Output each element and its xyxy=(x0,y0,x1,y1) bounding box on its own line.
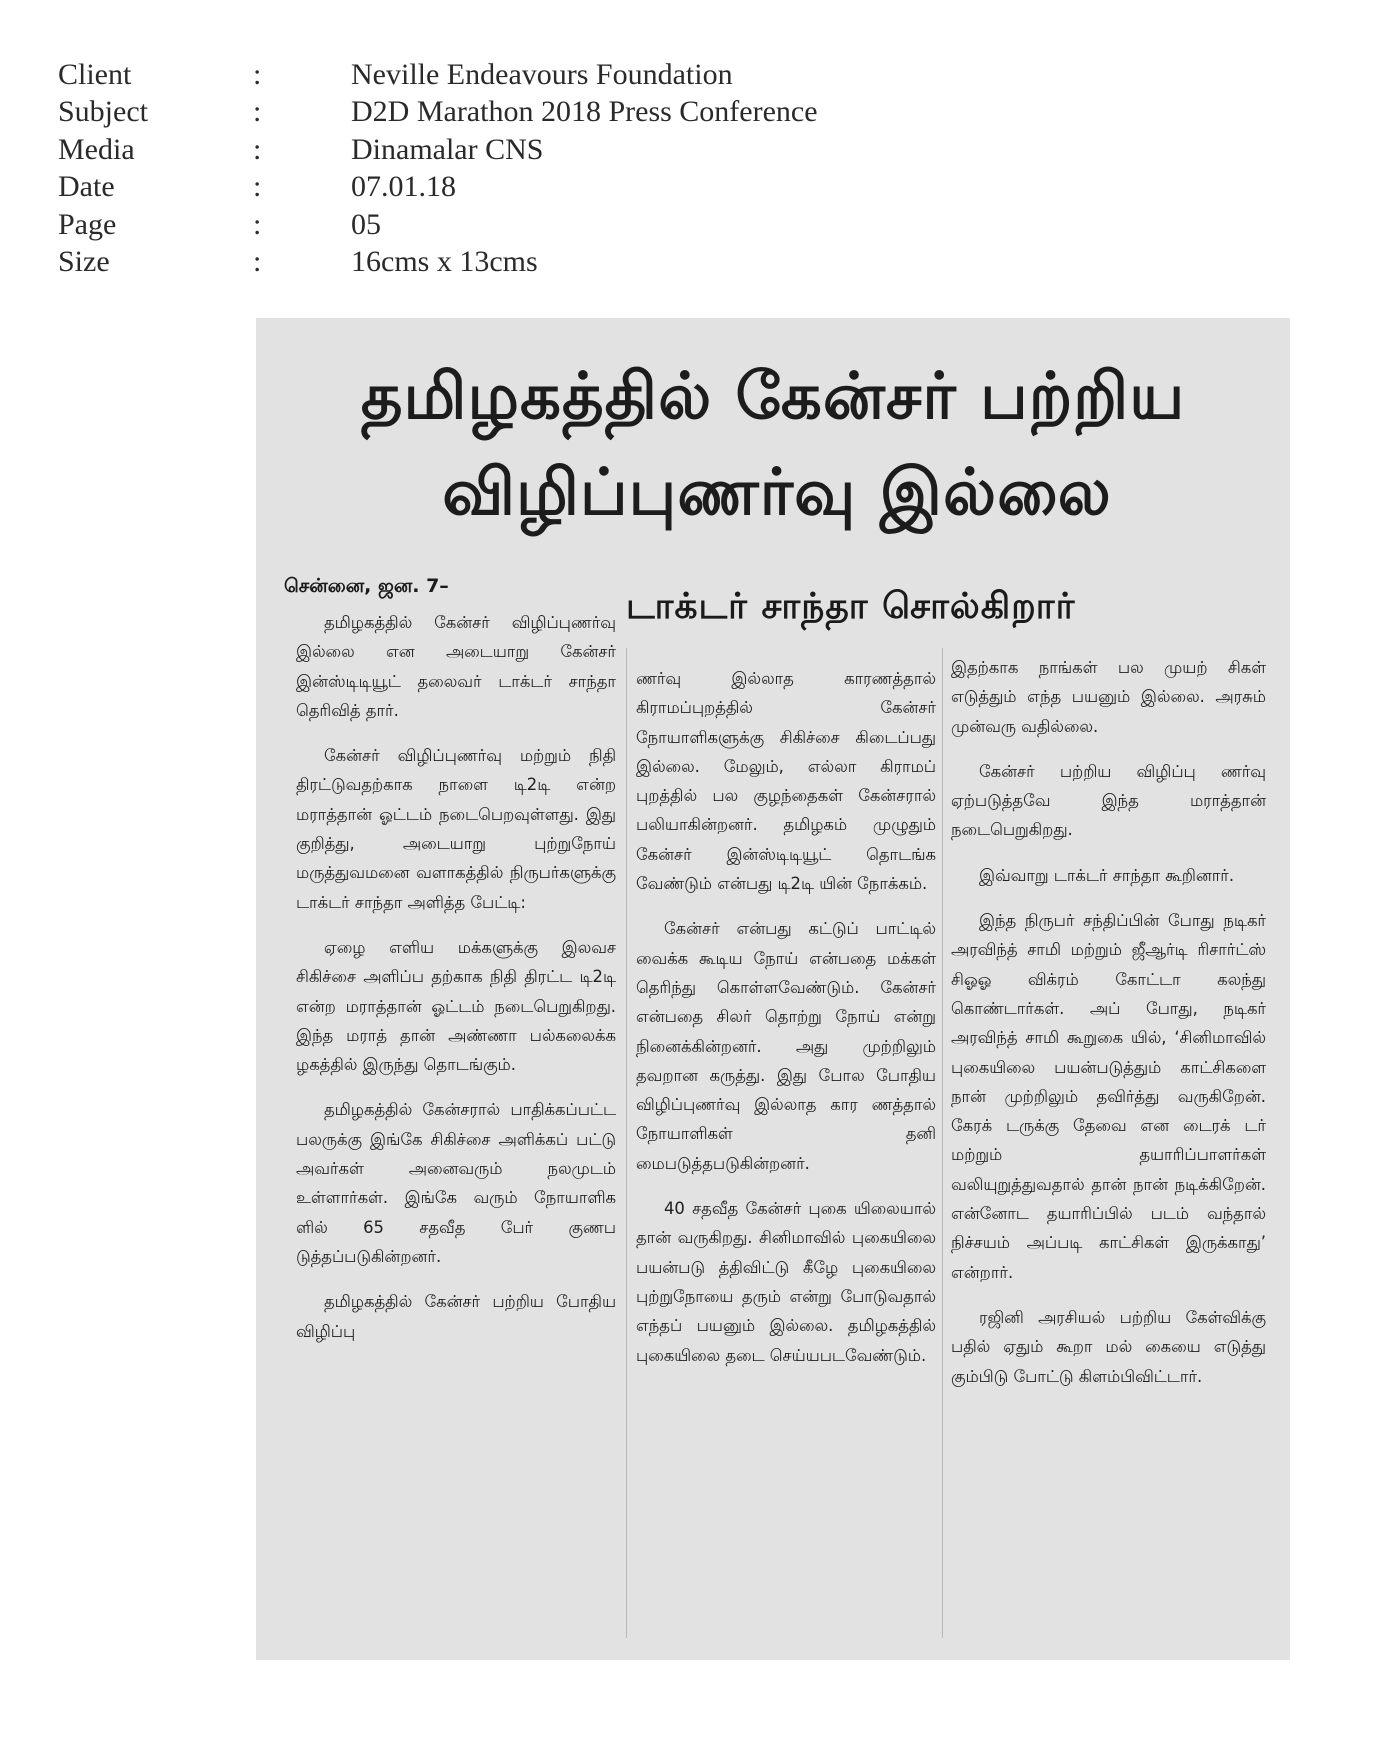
meta-colon: : xyxy=(253,132,262,166)
meta-label: Page xyxy=(58,207,117,241)
headline-line-2: விழிப்புணர்வு இல்லை xyxy=(442,456,1112,530)
meta-label: Client xyxy=(58,57,132,91)
meta-value: 07.01.18 xyxy=(351,170,456,204)
column-divider xyxy=(626,648,627,1638)
clipping-metadata xyxy=(58,56,818,281)
meta-row-page xyxy=(58,206,818,244)
article-column-2 xyxy=(636,664,936,1386)
article-column-1 xyxy=(296,608,616,1362)
meta-label: Size xyxy=(58,245,110,279)
paragraph: தமிழகத்தில் கேன்சரால் பாதிக்கப்பட்ட பலருக்கு இங்கே சிகிச்சை அளிக்கப் பட்டு அவர்கள் அனைவரும் நலமுடம் உள்ளார்கள். இங்கே வரும் நோயாளிக ளில் 65 சதவீத பேர் குணப டுத்தப்படுகின்றனர். xyxy=(296,1100,616,1266)
paragraph: 40 சதவீத கேன்சர் புகை யிலையால் தான் வருகிறது. சினிமாவில் புகையிலை பயன்படு த்திவிட்டு கீழே புகையிலை புற்றுநோயை தரும் என்று போடுவதால் எந்தப் பயனும் இல்லை. தமிழகத்தில் புகையிலை தடை செய்யபடவேண்டும். xyxy=(636,1199,936,1365)
meta-colon: : xyxy=(253,207,262,241)
headline-line-1: தமிழகத்தில் கேன்சர் பற்றிய xyxy=(360,360,1186,434)
meta-label: Subject xyxy=(58,95,148,129)
meta-value: 16cms x 13cms xyxy=(351,245,538,279)
meta-colon: : xyxy=(253,245,262,279)
meta-row-subject xyxy=(58,94,818,132)
paragraph: தமிழகத்தில் கேன்சர் விழிப்புணர்வு இல்லை என அடையாறு கேன்சர் இன்ஸ்டிடியூட் தலைவர் டாக்டர் சாந்தா தெரிவித் தார். xyxy=(296,613,616,720)
meta-row-client xyxy=(58,56,818,94)
meta-value: Dinamalar CNS xyxy=(351,132,544,166)
column-divider xyxy=(942,648,943,1638)
meta-value: Neville Endeavours Foundation xyxy=(351,57,733,91)
paragraph: இதற்காக நாங்கள் பல முயற் சிகள் எடுத்தும் எந்த பயனும் இல்லை. அரசும் முன்வரு வதில்லை. xyxy=(951,658,1266,736)
meta-label: Date xyxy=(58,170,115,204)
subheadline: டாக்டர் சாந்தா சொல்கிறார் xyxy=(626,586,1076,627)
meta-label: Media xyxy=(58,132,135,166)
article-column-3 xyxy=(951,653,1266,1407)
paragraph: ரஜினி அரசியல் பற்றிய கேள்விக்கு பதில் ஏதும் கூறா மல் கையை எடுத்து கும்பிடு போட்டு கிளம்பிவிட்டார். xyxy=(951,1307,1266,1386)
meta-value: 05 xyxy=(351,207,381,241)
paragraph: இவ்வாறு டாக்டர் சாந்தா கூறினார். xyxy=(979,865,1235,885)
dateline: சென்னை, ஜன. 7– xyxy=(284,575,449,597)
meta-colon: : xyxy=(253,170,262,204)
meta-colon: : xyxy=(253,95,262,129)
meta-row-media xyxy=(58,131,818,169)
meta-row-size xyxy=(58,244,818,282)
paragraph: தமிழகத்தில் கேன்சர் பற்றிய போதிய விழிப்பு xyxy=(296,1292,616,1341)
paragraph: இந்த நிருபர் சந்திப்பின் போது நடிகர் அரவிந்த் சாமி மற்றும் ஜீஆர்டி ரிசார்ட்ஸ் சிஓஓ விக்ரம் கோட்டா கலந்து கொண்டார்கள். அப் போது, நடிகர் அரவிந்த் சாமி கூறுகை யில், ‘சினிமாவில் புகையிலை பயன்படுத்தும் காட்சிகளை நான் முற்றிலும் தவிர்த்து வருகிறேன். கேரக் டருக்கு தேவை என டைரக் டர் மற்றும் தயாரிப்பாளர்கள் வலியுறுத்துவதால் தான் நான் நடிக்கிறேன். என்னோட தயாரிப்பில் படம் வந்தால் நிச்சயம் அப்படி காட்சிகள் இருக்காது’ என்றார். xyxy=(951,911,1266,1282)
paragraph: கேன்சர் விழிப்புணர்வு மற்றும் நிதி திரட்டுவதற்காக நாளை டி2டி என்ற மராத்தான் ஓட்டம் நடைபெறவுள்ளது. இது குறித்து, அடையாறு புற்றுநோய் மருத்துவமனை வளாகத்தில் நிருபர்களுக்கு டாக்டர் சாந்தா அளித்த பேட்டி: xyxy=(296,746,616,912)
paragraph: கேன்சர் என்பது கட்டுப் பாட்டில் வைக்க கூடிய நோய் என்பதை மக்கள் தெரிந்து கொள்ளவேண்டும். கேன்சர் என்பதை சிலர் தொற்று நோய் என்று நினைக்கின்றனர். அது முற்றிலும் தவறான கருத்து. இது போல போதிய விழிப்புணர்வு இல்லாத கார ணத்தால் நோயாளிகள் தனி மைபடுத்தபடுகின்றனர். xyxy=(636,919,936,1173)
meta-value: D2D Marathon 2018 Press Conference xyxy=(351,95,818,129)
paragraph: கேன்சர் பற்றிய விழிப்பு ணர்வு ஏற்படுத்தவே இந்த மராத்தான் நடைபெறுகிறது. xyxy=(951,761,1266,840)
paragraph: ணர்வு இல்லாத காரணத்தால் கிராமப்புறத்தில் கேன்சர் நோயாளிகளுக்கு சிகிச்சை கிடைப்பது இல்லை. மேலும், எல்லா கிராமப் புறத்தில் பல குழந்தைகள் கேன்சரால் பலியாகின்றனர். தமிழகம் முழுதும் கேன்சர் இன்ஸ்டிடியூட் தொடங்க வேண்டும் என்பது டி2டி யின் நோக்கம். xyxy=(636,669,936,894)
meta-colon: : xyxy=(253,57,262,91)
meta-row-date xyxy=(58,169,818,207)
newspaper-clipping xyxy=(256,318,1290,1660)
paragraph: ஏழை எளிய மக்களுக்கு இலவச சிகிச்சை அளிப்ப தற்காக நிதி திரட்ட டி2டி என்ற மராத்தான் ஓட்டம் நடைபெறுகிறது. இந்த மராத் தான் அண்ணா பல்கலைக்க ழகத்தில் இருந்து தொடங்கும். xyxy=(296,937,616,1075)
